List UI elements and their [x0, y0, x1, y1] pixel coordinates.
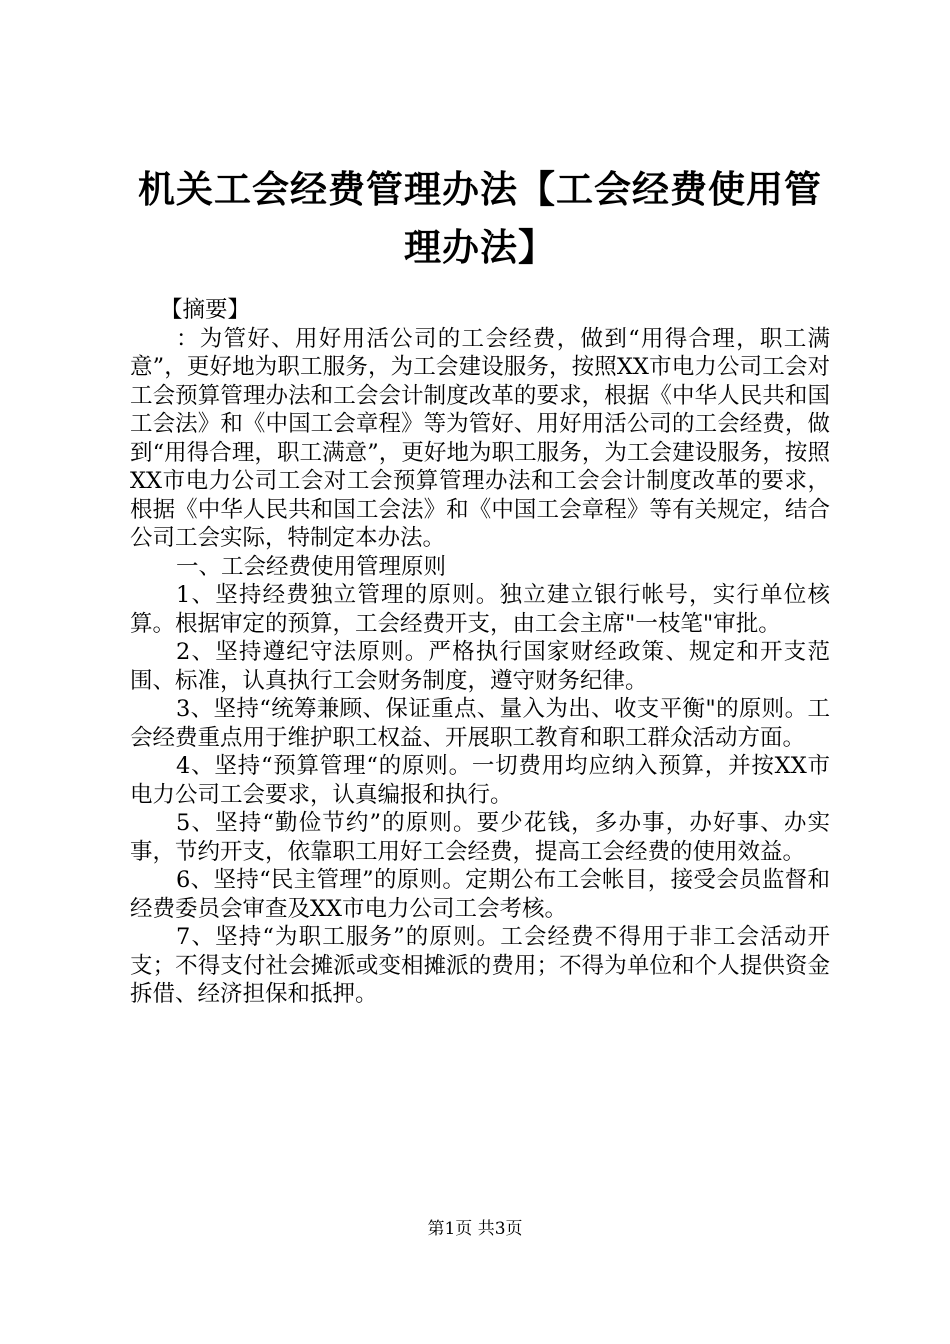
paragraph: 6、坚持“民主管理”的原则。定期公布工会帐目，接受会员监督和经费委员会审查及XX市电力公司工会考核。 — [130, 867, 830, 922]
paragraph: 4、坚持“预算管理“的原则。一切费用均应纳入预算，并按XX市电力公司工会要求，认真编报和执行。 — [130, 753, 830, 808]
page-footer: 第1页 共3页 — [427, 1219, 523, 1239]
document-title: 机关工会经费管理办法【工会经费使用管理办法】 — [138, 167, 822, 269]
paragraph: 1、坚持经费独立管理的原则。独立建立银行帐号，实行单位核算。根据审定的预算，工会经费开支，由工会主席"一枝笔"审批。 — [130, 582, 830, 637]
abstract-heading: 【摘要】 — [160, 297, 251, 323]
document-body — [130, 296, 830, 1009]
section-heading: 一、工会经费使用管理原则 — [176, 553, 447, 580]
abstract-text: ：为管好、用好用活公司的工会经费，做到“用得合理，职工满意”，更好地为职工服务，为工会建设服务，按照XX市电力公司工会对工会预算管理办法和工会会计制度改革的要求，根据《中华人民共和国工会法》和《中国工会章程》等为管好、用好用活公司的工会经费，做到“用得合理，职工满意”，更好地为职工服务，为工会建设服务，按照XX市电力公司工会对工会预算管理办法和工会会计制度改革的要求，根据《中华人民共和国工会法》和《中国工会章程》等有关规定，结合公司工会实际，特制定本办法。 — [130, 325, 830, 551]
paragraph: 3、坚持“统筹兼顾、保证重点、量入为出、收支平衡"的原则。工会经费重点用于维护职工权益、开展职工教育和职工群众活动方面。 — [130, 696, 830, 751]
paragraph: 2、坚持遵纪守法原则。严格执行国家财经政策、规定和开支范围、标准，认真执行工会财务制度，遵守财务纪律。 — [130, 639, 830, 694]
paragraph: 5、坚持“勤俭节约”的原则。要少花钱，多办事，办好事、办实事，节约开支，依靠职工用好工会经费，提高工会经费的使用效益。 — [130, 810, 830, 865]
paragraph: 7、坚持“为职工服务”的原则。工会经费不得用于非工会活动开支；不得支付社会摊派或变相摊派的费用；不得为单位和个人提供资金拆借、经济担保和抵押。 — [130, 924, 830, 1007]
